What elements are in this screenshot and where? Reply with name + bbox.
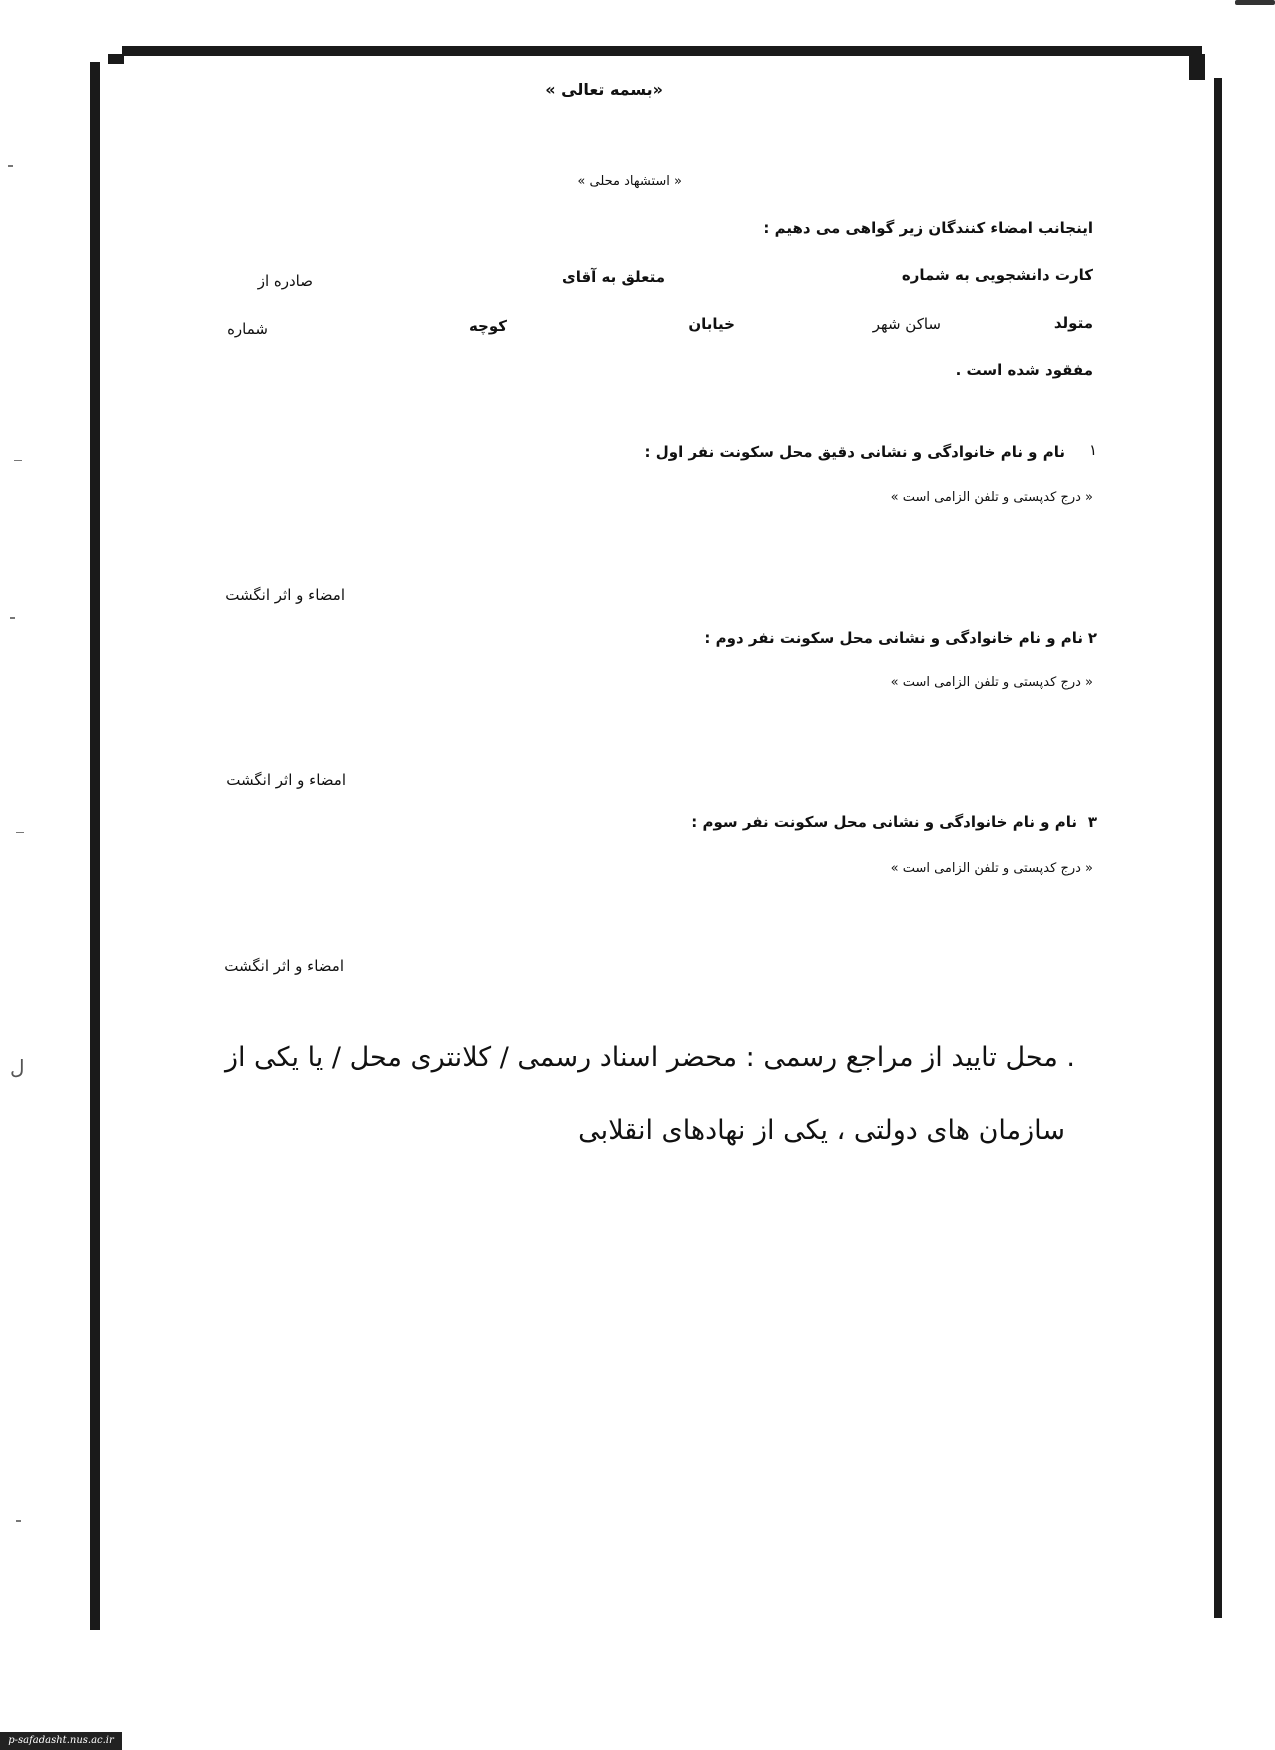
margin-mark-l: ل: [10, 1055, 25, 1079]
document-heading: «بسمه تعالی »: [545, 80, 663, 99]
witness-2-note: « درج کدپستی و تلفن الزامی است »: [890, 675, 1093, 690]
witness-3-note: « درج کدپستی و تلفن الزامی است »: [890, 861, 1093, 876]
field-born: متولد: [1053, 314, 1093, 332]
lost-statement: مفقود شده است .: [955, 361, 1093, 379]
confirmation-line-1: . محل تایید از مراجع رسمی : محضر اسناد رسمی / کلانتری محل / یا یکی از: [224, 1042, 1075, 1073]
margin-dash: [16, 832, 24, 833]
witness-3-title: نام و نام خانوادگی و نشانی محل سکونت نفر سوم :: [691, 813, 1077, 831]
field-alley: کوچه: [468, 317, 507, 335]
witness-1-signature: امضاء و اثر انگشت: [225, 586, 345, 604]
scan-corner-mark: [1235, 0, 1275, 5]
page-border-step-right: [1189, 54, 1205, 80]
page-border-left: [90, 62, 100, 1630]
page-border-step-left: [108, 54, 124, 64]
field-issued-from: صادره از: [257, 272, 313, 290]
confirmation-line-2: سازمان های دولتی ، یکی از نهادهای انقلابی: [578, 1115, 1065, 1146]
page-border-right: [1214, 78, 1222, 1618]
field-resident-city: ساکن شهر: [872, 315, 941, 333]
intro-text: اینجانب امضاء کنندگان زیر گواهی می دهیم :: [763, 219, 1093, 237]
witness-2-signature: امضاء و اثر انگشت: [226, 771, 346, 789]
margin-dot: [8, 165, 13, 167]
page-border-top: [122, 46, 1202, 56]
field-number: شماره: [227, 320, 268, 338]
field-street: خیابان: [688, 315, 735, 333]
witness-3-number: ٣: [1087, 813, 1097, 831]
witness-1-number: ١: [1088, 441, 1097, 459]
witness-2-number: ٢: [1087, 629, 1097, 647]
document-subheading: « استشهاد محلی »: [577, 174, 682, 189]
field-belongs-to: متعلق به آقای: [561, 268, 665, 286]
witness-1-title: نام و نام خانوادگی و نشانی دقیق محل سکونت نفر اول :: [644, 443, 1065, 461]
margin-dot: [10, 617, 15, 619]
witness-3-signature: امضاء و اثر انگشت: [224, 957, 344, 975]
margin-dot: [16, 1520, 21, 1522]
witness-1-note: « درج کدپستی و تلفن الزامی است »: [890, 490, 1093, 505]
field-student-card: کارت دانشجویی به شماره: [901, 266, 1093, 284]
margin-dash: [14, 460, 22, 461]
source-watermark: p-safadasht.nus.ac.ir: [0, 1732, 122, 1750]
witness-2-title: نام و نام خانوادگی و نشانی محل سکونت نفر دوم :: [704, 629, 1083, 647]
